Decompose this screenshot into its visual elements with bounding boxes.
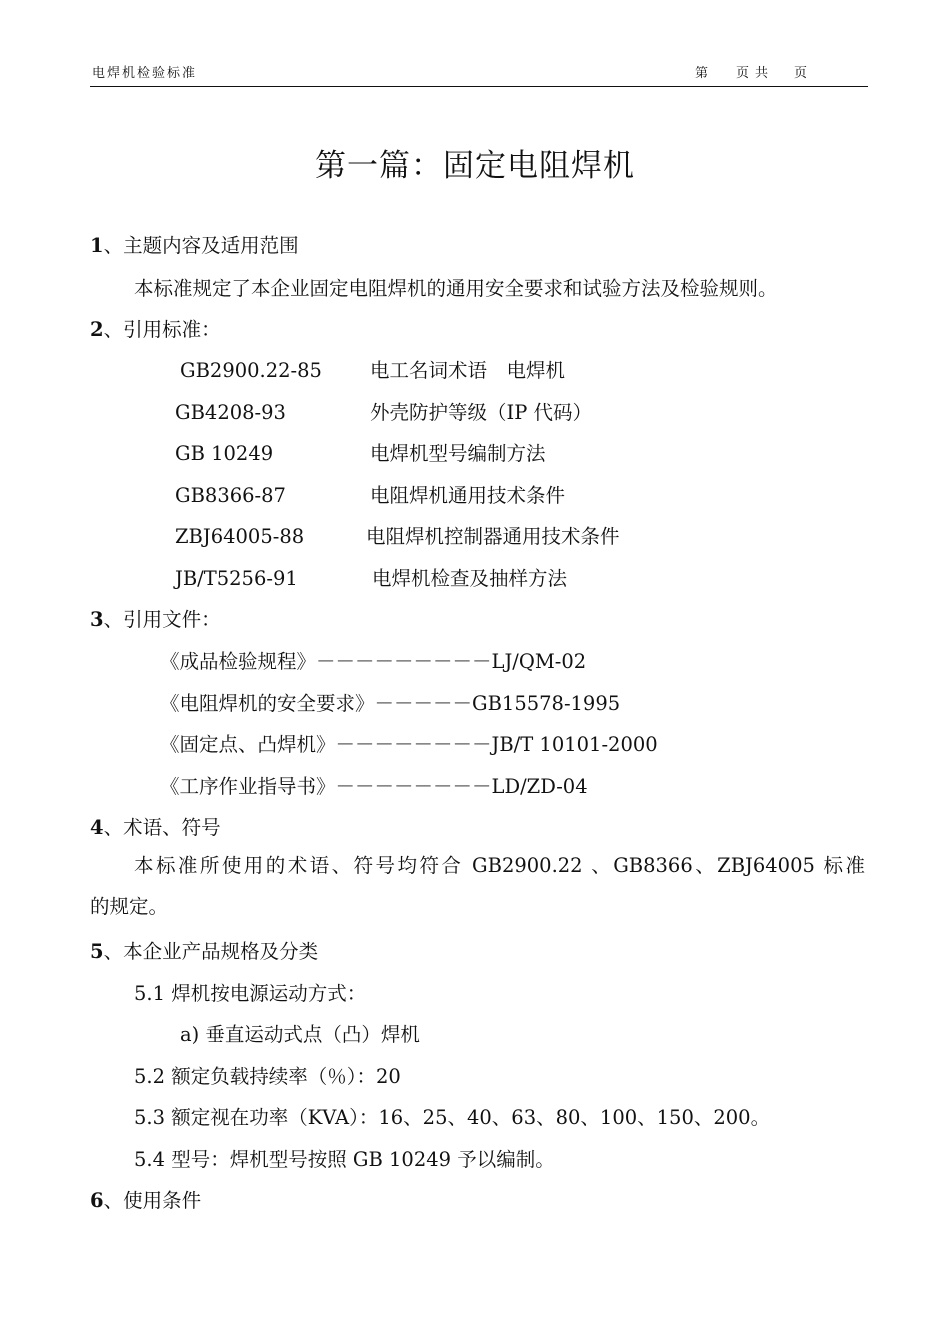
ref-code: GB4208-93 bbox=[175, 401, 286, 424]
page-header bbox=[90, 60, 868, 87]
section-4-heading: 4、术语、符号 bbox=[90, 816, 221, 839]
section-1-heading: 1、主题内容及适用范围 bbox=[90, 234, 299, 257]
ref-code: GB2900.22-85 bbox=[180, 359, 322, 382]
file-ref: 《工序作业指导书》－－－－－－－－LD/ZD-04 bbox=[160, 775, 588, 798]
spec-item: 5.1 焊机按电源运动方式： bbox=[134, 982, 367, 1005]
ref-code: GB 10249 bbox=[175, 442, 274, 465]
section-3-heading: 3、引用文件： bbox=[90, 608, 221, 631]
spec-item: a) 垂直运动式点（凸）焊机 bbox=[180, 1023, 420, 1046]
header-title: 电焊机检验标准 bbox=[92, 66, 198, 81]
spec-item: 5.2 额定负载持续率（％）：20 bbox=[134, 1065, 401, 1088]
section-5-heading: 5、本企业产品规格及分类 bbox=[90, 940, 319, 963]
document-title: 第一篇：固定电阻焊机 bbox=[315, 148, 635, 184]
file-ref: 《电阻焊机的安全要求》－－－－－GB15578-1995 bbox=[160, 692, 621, 715]
spec-item: 5.4 型号：焊机型号按照 GB 10249 予以编制。 bbox=[134, 1148, 555, 1171]
ref-name: 外壳防护等级（IP 代码） bbox=[370, 401, 593, 424]
ref-name: 电阻焊机通用技术条件 bbox=[370, 484, 566, 507]
file-ref: 《固定点、凸焊机》－－－－－－－－JB/T 10101-2000 bbox=[160, 733, 658, 756]
spec-item: 5.3 额定视在功率（KVA）：16、25、40、63、80、100、150、200。 bbox=[134, 1106, 771, 1129]
section-1-body: 本标准规定了本企业固定电阻焊机的通用安全要求和试验方法及检验规则。 bbox=[134, 277, 778, 300]
section-2-heading: 2、引用标准： bbox=[90, 318, 221, 341]
ref-name: 电焊机检查及抽样方法 bbox=[372, 567, 568, 590]
ref-name: 电焊机型号编制方法 bbox=[370, 442, 546, 465]
section-6-heading: 6、使用条件 bbox=[90, 1189, 202, 1212]
ref-code: ZBJ64005-88 bbox=[175, 525, 305, 548]
section-4-body: 本标准所使用的术语、符号均符合 GB2900.22 、GB8366、ZBJ64005 标准 的规定。 bbox=[90, 854, 865, 918]
file-ref: 《成品检验规程》－－－－－－－－－LJ/QM-02 bbox=[160, 650, 587, 673]
ref-code: JB/T5256-91 bbox=[175, 567, 298, 590]
ref-name: 电阻焊机控制器通用技术条件 bbox=[366, 525, 620, 548]
ref-code: GB8366-87 bbox=[175, 484, 286, 507]
ref-name: 电工名词术语 电焊机 bbox=[370, 359, 566, 382]
page-number-label: 第 页 共 页 bbox=[695, 66, 810, 81]
